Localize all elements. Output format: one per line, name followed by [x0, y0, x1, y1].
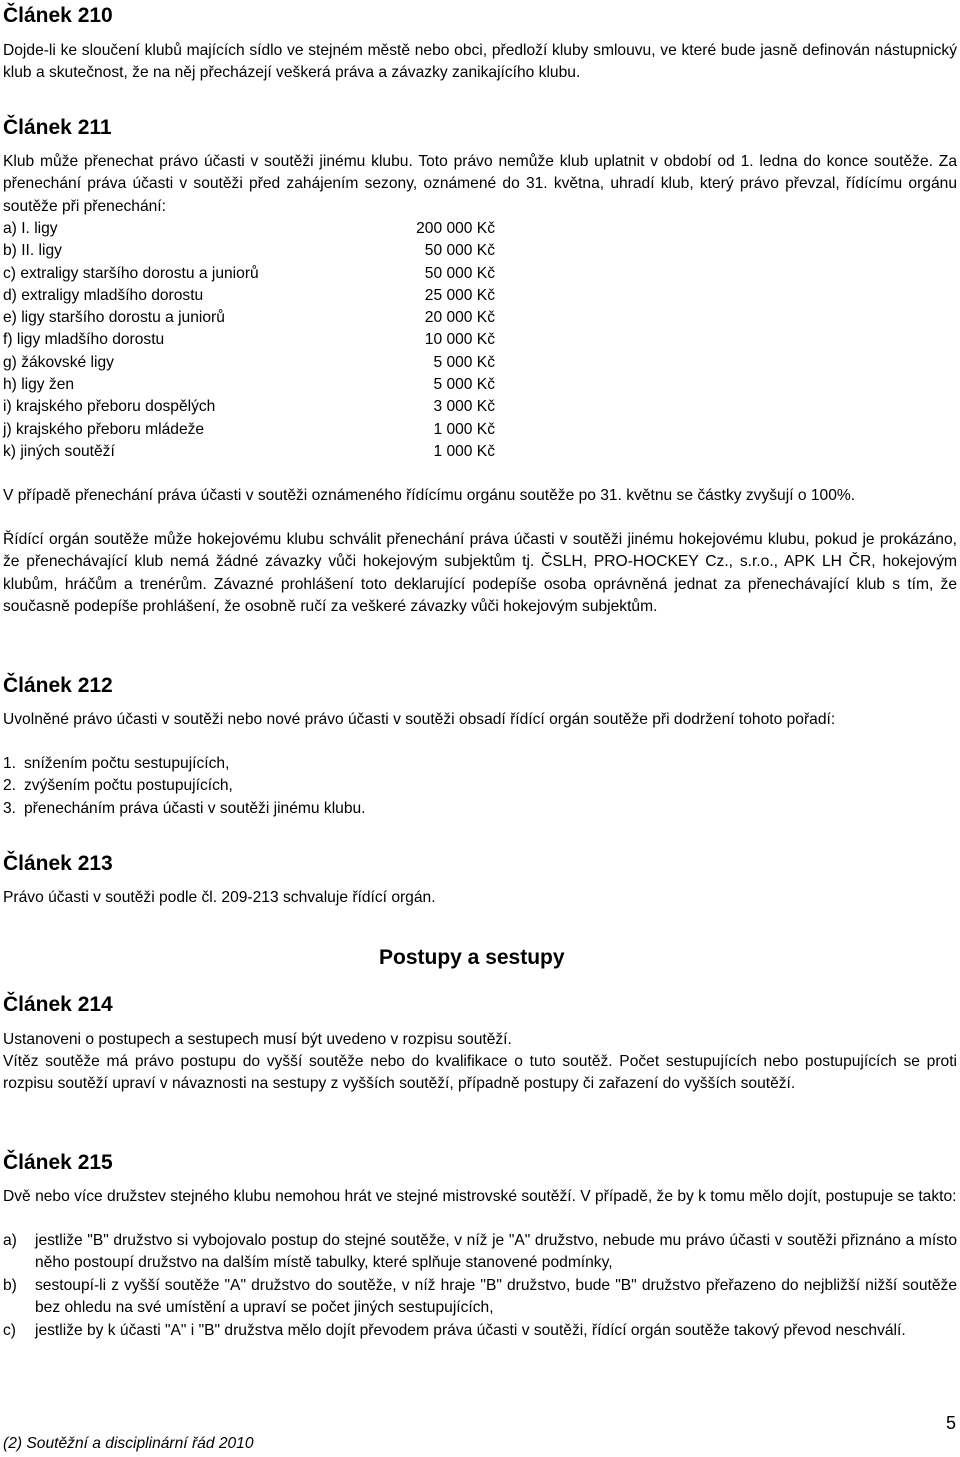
list-item-marker: c)	[3, 1321, 16, 1339]
fee-item-amount: 10 000 Kč	[424, 331, 495, 349]
page-number: 5	[945, 1413, 956, 1433]
fee-item-amount: 50 000 Kč	[424, 242, 495, 260]
article-212-title: Článek 212	[3, 674, 113, 697]
article-213-title: Článek 213	[3, 852, 113, 875]
fee-item-amount: 1 000 Kč	[433, 420, 495, 438]
fee-item-label: b) II. ligy	[3, 242, 62, 260]
section-title: Postupy a sestupy	[379, 946, 565, 969]
article-210-text: Dojde-li ke sloučení klubů majících sídlo ve stejném městě nebo obci, předloží kluby smlouvu, ve které bude jasně definován nástupnický klub a skutečnost, že na něj přecházejí veškerá práva a závazky zanikajícího klubu.	[3, 42, 957, 82]
article-212-text: Uvolněné právo účasti v soutěži nebo nové právo účasti v soutěži obsadí řídící orgán soutěže při dodržení tohoto pořadí:	[3, 711, 836, 728]
fee-row	[3, 329, 495, 351]
fee-item-amount: 20 000 Kč	[424, 309, 495, 327]
list-item	[3, 1230, 957, 1275]
fee-row	[3, 263, 495, 285]
fee-item-amount: 200 000 Kč	[416, 220, 495, 237]
article-215-title: Článek 215	[3, 1151, 113, 1174]
fee-table	[3, 218, 495, 463]
fee-row	[3, 396, 495, 418]
fee-row	[3, 419, 495, 441]
fee-item-label: j) krajského přeboru mládeže	[3, 420, 205, 438]
list-item-marker: a)	[3, 1232, 17, 1249]
article-214-title: Článek 214	[3, 993, 113, 1016]
list-item-text: jestliže "B" družstvo si vybojovalo postup do stejné soutěže, v níž je "A" družstvo, nebude mu právo účasti v soutěži přiznáno a místo něho postoupí družstvo na dalším místě tabulky, které splňuje stanovené podmínky,	[35, 1232, 957, 1272]
fee-row	[3, 441, 495, 463]
list-item-marker: 3.	[3, 799, 17, 817]
list-item-text: přenecháním práva účasti v soutěži jinému klubu.	[24, 799, 366, 817]
article-210-title: Článek 210	[3, 4, 113, 27]
fee-item-label: a) I. ligy	[3, 220, 58, 237]
fee-item-amount: 5 000 Kč	[433, 353, 495, 371]
fee-item-label: k) jiných soutěží	[3, 442, 115, 460]
fee-row	[3, 285, 495, 307]
article-215-list	[3, 1230, 957, 1342]
fee-item-label: d) extraligy mladšího dorostu	[3, 286, 204, 304]
article-211-increase-note: V případě přenechání práva účasti v soutěži oznámeného řídícímu orgánu soutěže po 31. květnu se částky zvyšují o 100%.	[3, 487, 856, 504]
fee-item-label: h) ligy žen	[3, 376, 75, 394]
footer-document-name: (2) Soutěžní a disciplinární řád 2010	[3, 1435, 254, 1452]
list-item	[3, 1320, 957, 1342]
fee-item-amount: 25 000 Kč	[424, 286, 495, 304]
fee-item-amount: 3 000 Kč	[433, 398, 495, 416]
fee-item-label: f) ligy mladšího dorostu	[3, 331, 165, 349]
list-item-text: zvýšením počtu postupujících,	[24, 777, 233, 795]
list-item	[3, 775, 366, 797]
fee-row	[3, 218, 495, 240]
fee-row	[3, 307, 495, 329]
list-item-text: jestliže by k účasti "A" i "B" družstva mělo dojít převodem práva účasti v soutěži, řídící orgán soutěže takový převod neschválí.	[35, 1321, 906, 1339]
list-item-marker: 2.	[3, 777, 17, 795]
fee-row	[3, 240, 495, 262]
article-211-title: Článek 211	[3, 116, 112, 139]
list-item-text: snížením počtu sestupujících,	[24, 755, 230, 772]
article-211-text: Klub může přenechat právo účasti v soutěži jinému klubu. Toto právo nemůže klub uplatnit v období od 1. ledna do konce soutěže. Za přenechání práva účasti v soutěži před zahájením sezony, oznámené do 31. května, uhradí klub, který právo převzal, řídícímu orgánu soutěže při přenechání:	[3, 153, 957, 215]
fee-item-amount: 5 000 Kč	[433, 376, 495, 394]
list-item-marker: 1.	[3, 755, 17, 772]
article-213-text: Právo účasti v soutěži podle čl. 209-213 schvaluje řídící orgán.	[3, 889, 436, 906]
list-item	[3, 753, 366, 775]
list-item	[3, 798, 366, 820]
fee-row	[3, 374, 495, 396]
fee-item-amount: 50 000 Kč	[424, 264, 495, 282]
article-215-text: Dvě nebo více družstev stejného klubu nemohou hrát ve stejné mistrovské soutěží. V případě, že by k tomu mělo dojít, postupuje se takto:	[3, 1188, 957, 1205]
fee-item-label: e) ligy staršího dorostu a juniorů	[3, 309, 225, 327]
fee-item-label: g) žákovské ligy	[3, 353, 114, 371]
list-item-marker: b)	[3, 1276, 17, 1294]
list-item	[3, 1275, 957, 1320]
article-211-approval-text: Řídící orgán soutěže může hokejovému klubu schválit přenechání práva účasti v soutěži jinému hokejovému klubu, pokud je prokázáno, že přenechávající klub nemá žádné závazky vůči hokejovým subjektům tj. ČSLH, PRO-HOCKEY Cz., s.r.o., APK LH ČR, hokejovým klubům, hráčům a trenérům. Závazné prohlášení toto deklarující podepíše osoba oprávněná jednat za přenechávající klub s tím, že současně podepíše prohlášení, že osobně ručí za veškeré závazky vůči hokejovým subjektům.	[3, 531, 957, 616]
article-212-list	[3, 753, 366, 820]
fee-item-label: c) extraligy staršího dorostu a juniorů	[3, 264, 259, 282]
article-214-text-2: Vítěz soutěže má právo postupu do vyšší soutěže nebo do kvalifikace o tuto soutěž. Počet sestupujících nebo postupujících se proti rozpisu soutěží upraví v návaznosti na sestupy z vyšších soutěží, případně postupy či zařazení do vyšších soutěží.	[3, 1053, 957, 1093]
article-214-text-1: Ustanoveni o postupech a sestupech musí být uvedeno v rozpisu soutěží.	[3, 1031, 512, 1048]
list-item-text: sestoupí-li z vyšší soutěže "A" družstvo do soutěže, v níž hraje "B" družstvo, bude "B" družstvo přeřazeno do nejbližší nižší soutěže bez ohledu na své umístění a upraví se počet jiných sestupujících,	[35, 1276, 957, 1317]
fee-item-amount: 1 000 Kč	[433, 442, 495, 460]
fee-item-label: i) krajského přeboru dospělých	[3, 398, 216, 416]
fee-row	[3, 352, 495, 374]
